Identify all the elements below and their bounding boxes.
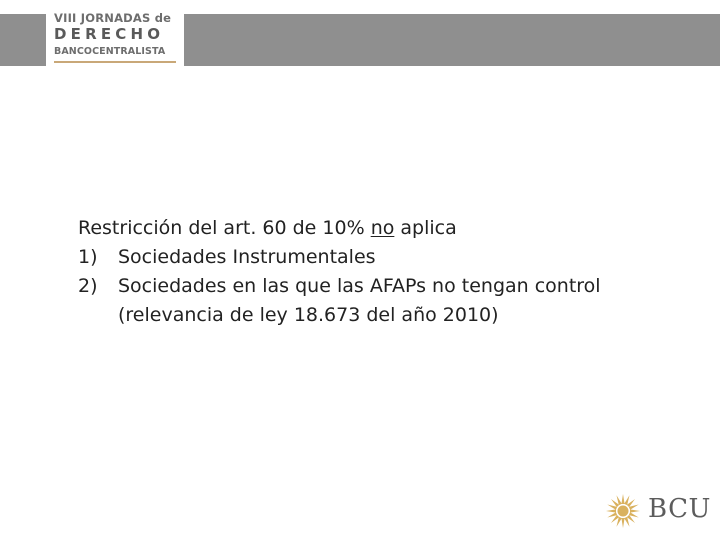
list-item xyxy=(78,243,678,272)
intro-text-before: Restricción del art. 60 de 10% xyxy=(78,217,371,239)
bcu-logo-text: BCU xyxy=(648,494,711,524)
event-logo xyxy=(46,0,184,66)
list-item-number: 2) xyxy=(78,275,98,297)
logo-line-2: DERECHO xyxy=(54,25,165,43)
intro-emphasis: no xyxy=(370,217,395,239)
list-item-text: Sociedades en las que las AFAPs no tengan control (relevancia de ley 18.673 del año 2010) xyxy=(118,275,601,326)
bcu-logo xyxy=(604,492,711,530)
logo-line-1: VIII JORNADAS de xyxy=(54,11,172,25)
slide-content xyxy=(78,214,678,330)
logo-line-3: BANCOCENTRALISTA xyxy=(54,46,166,57)
list-item-number: 1) xyxy=(78,246,98,268)
list-item xyxy=(78,272,678,330)
intro-line xyxy=(78,214,678,243)
logo-accent-rule xyxy=(54,61,176,63)
list-item-text: Sociedades Instrumentales xyxy=(118,246,376,268)
sun-icon xyxy=(604,492,642,530)
intro-text-after: aplica xyxy=(394,217,457,239)
